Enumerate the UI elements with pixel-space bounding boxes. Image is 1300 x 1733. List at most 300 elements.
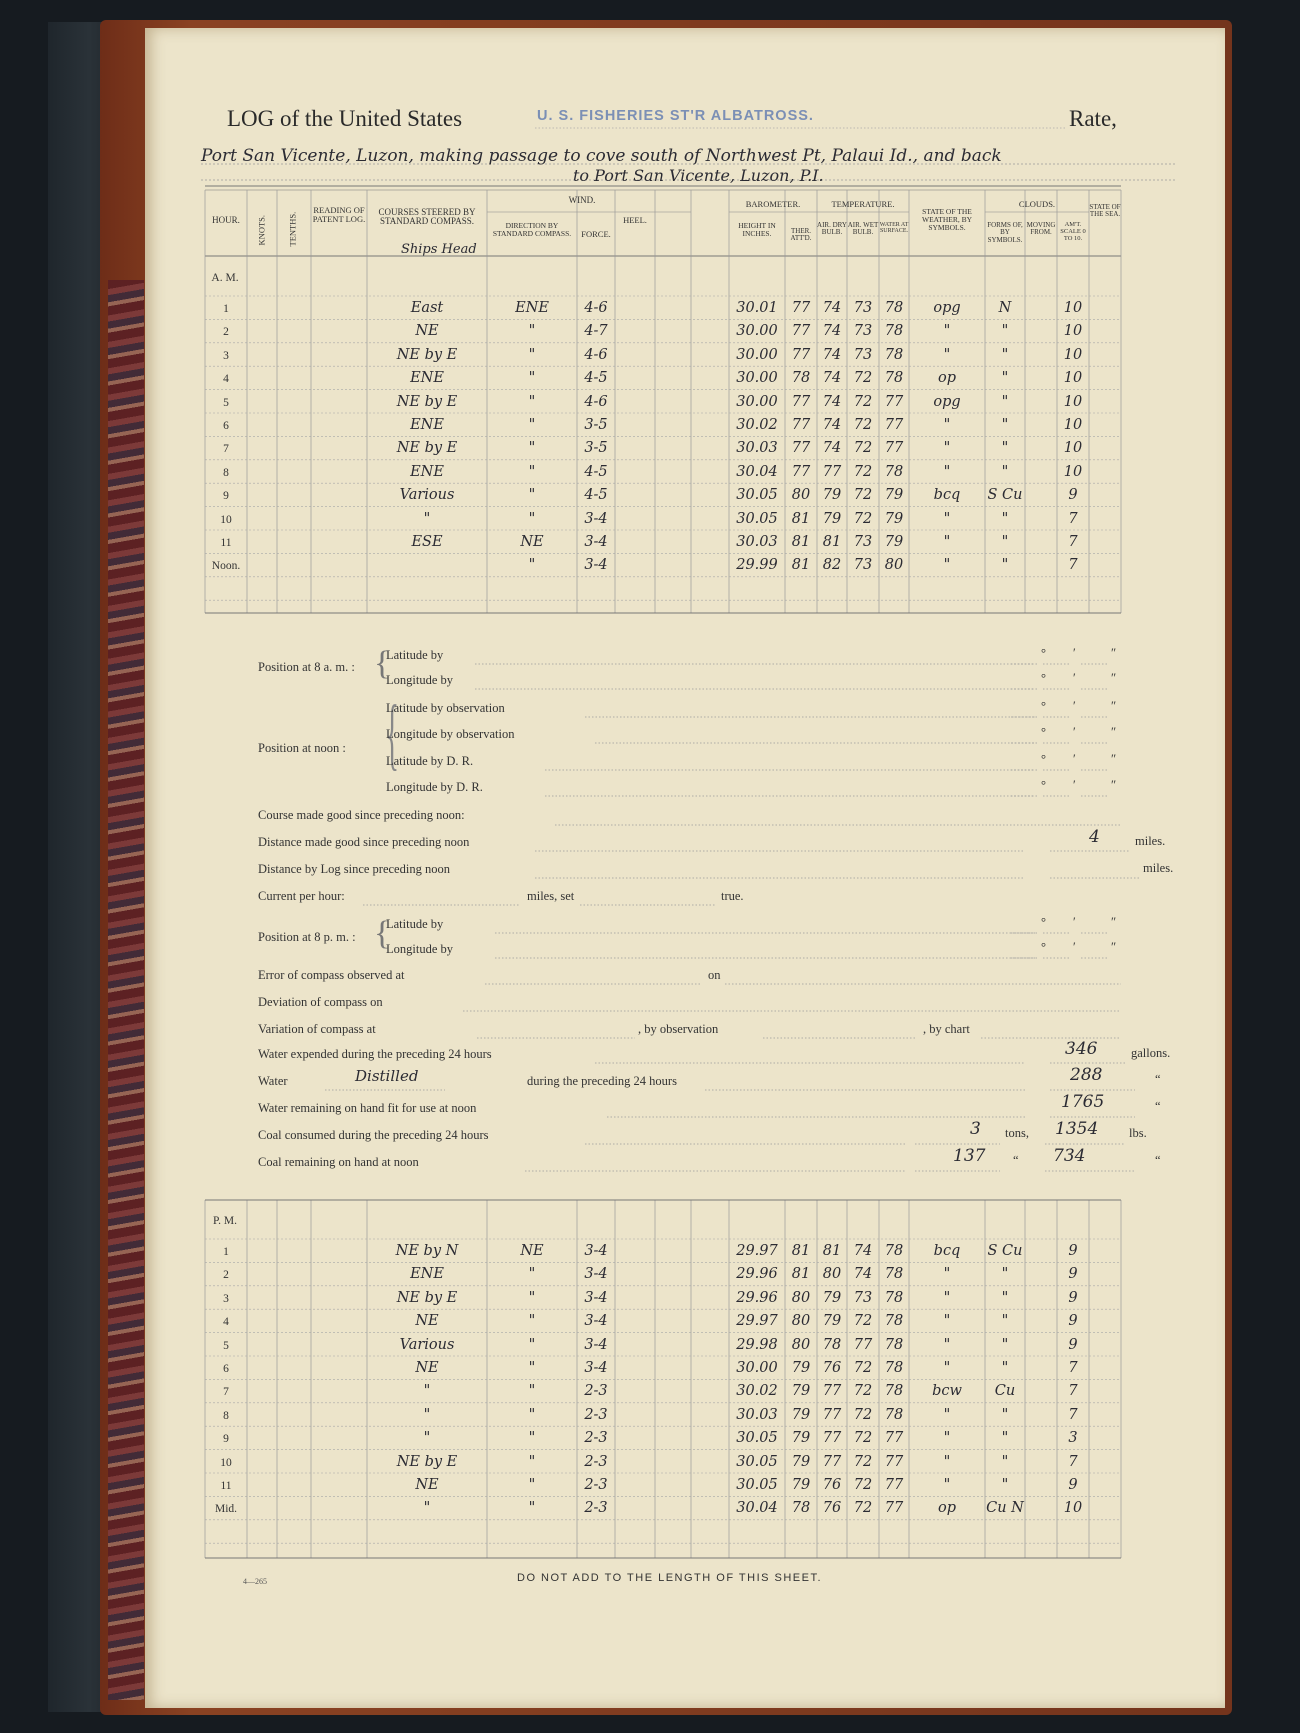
marbled-endpaper <box>108 280 144 1700</box>
dry-bulb-cell: 81 <box>822 1243 842 1259</box>
barometer-cell: 30.05 <box>736 510 778 527</box>
wind-direction-cell: " <box>528 1500 536 1517</box>
cloud-amount-cell: 9 <box>1068 487 1078 504</box>
wind-direction-cell: " <box>528 1430 536 1447</box>
ther-att-cell: 81 <box>791 1266 811 1283</box>
coord-deg-mark: ° <box>1041 778 1046 792</box>
cloud-amount-cell: 9 <box>1068 1313 1078 1330</box>
course-cell: " <box>423 1406 431 1423</box>
pos-8am-label: Position at 8 a. m. : <box>258 660 355 674</box>
cloud-amount-cell: 7 <box>1068 534 1078 550</box>
wet-bulb-cell: 72 <box>853 440 873 457</box>
col-cloud-amount: AM'T. SCALE 0 TO 10. <box>1060 221 1086 242</box>
lbs-unit: lbs. <box>1129 1126 1147 1140</box>
col-sea: STATE OF THE SEA. <box>1089 203 1121 219</box>
hour-cell: Noon. <box>211 560 241 573</box>
coord-deg-mark: ° <box>1041 752 1046 766</box>
wet-bulb-cell: 72 <box>853 1313 873 1330</box>
coord-min-mark: ′ <box>1073 699 1076 713</box>
cloud-forms-cell: " <box>1001 557 1009 574</box>
wet-bulb-cell: 73 <box>853 534 873 550</box>
water-remaining-value: 1765 <box>1061 1092 1105 1112</box>
water-temp-cell: 78 <box>884 463 904 480</box>
weather-cell: " <box>943 1430 951 1447</box>
dist-made-label: Distance made good since preceding noon <box>258 835 470 849</box>
wet-bulb-cell: 74 <box>853 1243 873 1259</box>
current-true: true. <box>721 889 744 903</box>
miles-unit-2: miles. <box>1143 861 1174 875</box>
cloud-forms-cell: S Cu <box>987 487 1023 504</box>
cloud-amount-cell: 10 <box>1063 1500 1083 1517</box>
col-baro-ther: THER. ATT'D. <box>790 227 812 243</box>
wet-bulb-cell: 74 <box>853 1266 873 1283</box>
weather-cell: " <box>943 417 951 433</box>
cloud-forms-cell: " <box>1001 1289 1009 1306</box>
hour-cell: 3 <box>223 349 229 362</box>
course-cell: Various <box>399 487 455 504</box>
water-temp-cell: 77 <box>884 393 904 410</box>
coord-min-mark: ′ <box>1073 725 1076 739</box>
dry-bulb-cell: 81 <box>822 534 842 550</box>
water-temp-cell: 78 <box>884 1243 904 1259</box>
course-cell: NE by E <box>396 346 458 363</box>
cloud-amount-cell: 7 <box>1068 1383 1078 1400</box>
barometer-cell: 29.97 <box>736 1313 778 1330</box>
dry-bulb-cell: 77 <box>822 463 842 480</box>
brace-noon: { <box>385 690 399 778</box>
water-temp-cell: 78 <box>884 1266 904 1283</box>
course-cell: " <box>423 1383 431 1400</box>
course-cell: NE by E <box>396 393 458 410</box>
cloud-amount-cell: 10 <box>1063 393 1083 410</box>
weather-cell: " <box>943 1336 951 1353</box>
hour-cell: 7 <box>223 1386 229 1399</box>
col-temperature: TEMPERATURE. <box>831 199 895 209</box>
dry-bulb-cell: 77 <box>822 1406 842 1423</box>
cloud-amount-cell: 9 <box>1068 1243 1078 1259</box>
cloud-amount-cell: 9 <box>1068 1266 1078 1283</box>
wind-direction-cell: " <box>528 510 536 527</box>
course-cell: NE by E <box>396 440 458 457</box>
coord-sec-mark: ″ <box>1111 752 1117 766</box>
cloud-forms-cell: " <box>1001 1406 1009 1423</box>
cloud-forms-cell: " <box>1001 1313 1009 1330</box>
weather-cell: " <box>943 1360 951 1376</box>
hour-cell: 1 <box>223 303 229 315</box>
ther-att-cell: 81 <box>791 534 811 550</box>
wind-force-cell: 3-5 <box>584 440 608 457</box>
weather-cell: bcq <box>933 1243 961 1259</box>
barometer-cell: 30.03 <box>736 1406 778 1423</box>
cloud-amount-cell: 10 <box>1063 417 1083 433</box>
hour-cell: 7 <box>223 443 229 456</box>
coord-min-mark: ′ <box>1073 671 1076 685</box>
coal-remaining-lbs: 734 <box>1053 1146 1086 1166</box>
ther-att-cell: 81 <box>791 557 811 574</box>
wet-bulb-cell: 72 <box>853 1406 873 1423</box>
coord-sec-mark: ″ <box>1111 915 1117 929</box>
barometer-cell: 30.05 <box>736 1477 778 1493</box>
weather-cell: opg <box>933 300 961 316</box>
var-by-observation: , by observation <box>638 1022 719 1036</box>
weather-cell: " <box>943 323 951 340</box>
cloud-amount-cell: 10 <box>1063 370 1083 387</box>
wind-force-cell: 2-3 <box>584 1500 608 1517</box>
course-cell: NE <box>415 323 439 340</box>
water-label: Water <box>258 1074 288 1088</box>
coal-remaining-label: Coal remaining on hand at noon <box>258 1155 419 1169</box>
lat-obs-label: Latitude by observation <box>386 701 505 715</box>
coord-deg-mark: ° <box>1041 671 1046 685</box>
weather-cell: " <box>943 1477 951 1493</box>
wind-direction-cell: " <box>528 1360 536 1376</box>
coord-min-mark: ′ <box>1073 752 1076 766</box>
cloud-forms-cell: " <box>1001 1453 1009 1470</box>
dry-bulb-cell: 74 <box>822 440 842 457</box>
ther-att-cell: 81 <box>791 510 811 527</box>
cloud-amount-cell: 10 <box>1063 323 1083 340</box>
current-miles-set: miles, set <box>527 889 575 903</box>
cloud-forms-cell: Cu N <box>986 1500 1024 1517</box>
dry-bulb-cell: 79 <box>822 1289 842 1306</box>
barometer-cell: 30.05 <box>736 1453 778 1470</box>
cloud-forms-cell: " <box>1001 1266 1009 1283</box>
cloud-forms-cell: " <box>1001 393 1009 410</box>
wet-bulb-cell: 72 <box>853 417 873 433</box>
ther-att-cell: 77 <box>791 346 811 363</box>
wind-force-cell: 2-3 <box>584 1477 608 1493</box>
coal-consumed-label: Coal consumed during the preceding 24 hours <box>258 1128 489 1142</box>
barometer-cell: 30.03 <box>736 534 778 550</box>
water-distilled-value: 288 <box>1070 1065 1103 1085</box>
dev-compass-label: Deviation of compass on <box>258 995 383 1009</box>
coord-sec-mark: ″ <box>1111 646 1117 660</box>
water-temp-cell: 78 <box>884 1313 904 1330</box>
cloud-amount-cell: 3 <box>1068 1430 1078 1447</box>
brace-8pm: { <box>374 915 391 952</box>
lat-dr-label: Latitude by D. R. <box>386 754 474 768</box>
barometer-cell: 30.01 <box>736 300 778 316</box>
coord-deg-mark: ° <box>1041 725 1046 739</box>
ther-att-cell: 77 <box>791 300 811 316</box>
wind-force-cell: 2-3 <box>584 1430 608 1447</box>
col-clouds: CLOUDS. <box>1018 199 1056 209</box>
wind-force-cell: 3-4 <box>584 1360 608 1376</box>
wet-bulb-cell: 72 <box>853 1500 873 1517</box>
lon-8am-label: Longitude by <box>386 673 454 687</box>
ther-att-cell: 77 <box>791 323 811 340</box>
course-cell: NE by E <box>396 1289 458 1306</box>
dry-bulb-cell: 76 <box>822 1360 842 1376</box>
coord-sec-mark: ″ <box>1111 725 1117 739</box>
wind-direction-cell: " <box>528 440 536 457</box>
col-wind-force: FORCE. <box>581 229 611 239</box>
ther-att-cell: 77 <box>791 440 811 457</box>
coord-deg-mark: ° <box>1041 915 1046 929</box>
cloud-amount-cell: 9 <box>1068 1289 1078 1306</box>
wet-bulb-cell: 73 <box>853 1289 873 1306</box>
coal-consumed-lbs: 1354 <box>1055 1119 1099 1139</box>
wind-force-cell: 3-4 <box>584 1313 608 1330</box>
ther-att-cell: 77 <box>791 393 811 410</box>
coord-min-mark: ′ <box>1073 778 1076 792</box>
cloud-forms-cell: " <box>1001 510 1009 527</box>
wet-bulb-cell: 77 <box>853 1336 873 1353</box>
cloud-forms-cell: " <box>1001 370 1009 387</box>
course-cell: ESE <box>411 534 443 550</box>
hour-cell: 3 <box>223 1292 229 1305</box>
course-cell: ENE <box>410 1266 444 1283</box>
coord-deg-mark: ° <box>1041 699 1046 713</box>
pos-8pm-label: Position at 8 p. m. : <box>258 930 356 944</box>
wind-direction-cell: " <box>528 323 536 340</box>
hour-cell: 8 <box>223 466 229 479</box>
water-temp-cell: 78 <box>884 323 904 340</box>
coord-sec-mark: ″ <box>1111 778 1117 792</box>
hour-cell: 11 <box>220 1480 232 1492</box>
cloud-forms-cell: " <box>1001 1430 1009 1447</box>
course-cell: ENE <box>410 463 444 480</box>
wind-direction-cell: " <box>528 370 536 387</box>
dry-bulb-cell: 77 <box>822 1430 842 1447</box>
pm-label: P. M. <box>213 1215 237 1227</box>
length-notice: DO NOT ADD TO THE LENGTH OF THIS SHEET. <box>517 1572 823 1584</box>
voyage-description: Port San Vicente, Luzon, making passage to cove south of Northwest Pt, Palaui Id., and back <box>201 146 1002 166</box>
wind-direction-cell: " <box>528 1336 536 1353</box>
ther-att-cell: 77 <box>791 417 811 433</box>
hour-cell: 6 <box>223 420 229 432</box>
wet-bulb-cell: 72 <box>853 487 873 504</box>
wet-bulb-cell: 73 <box>853 346 873 363</box>
ther-att-cell: 79 <box>791 1360 811 1376</box>
cloud-amount-cell: 10 <box>1063 440 1083 457</box>
hour-cell: 1 <box>223 1246 229 1258</box>
barometer-cell: 30.03 <box>736 440 778 457</box>
coord-min-mark: ′ <box>1073 915 1076 929</box>
col-weather: STATE OF THE WEATHER, BY SYMBOLS. <box>922 207 972 232</box>
dry-bulb-cell: 74 <box>822 393 842 410</box>
am-label: A. M. <box>211 272 239 284</box>
cloud-forms-cell: " <box>1001 440 1009 457</box>
dry-bulb-cell: 74 <box>822 417 842 433</box>
cloud-amount-cell: 9 <box>1068 1336 1078 1353</box>
vessel-stamp: U. S. FISHERIES ST'R ALBATROSS. <box>537 108 814 124</box>
water-remaining-label: Water remaining on hand fit for use at noon <box>258 1101 477 1115</box>
wind-force-cell: 4-5 <box>584 487 608 504</box>
wet-bulb-cell: 72 <box>853 1430 873 1447</box>
water-type-value: Distilled <box>355 1067 419 1085</box>
current-label: Current per hour: <box>258 889 345 903</box>
rate-label: Rate, <box>1069 106 1117 131</box>
cloud-forms-cell: " <box>1001 463 1009 480</box>
dry-bulb-cell: 74 <box>822 346 842 363</box>
cloud-amount-cell: 7 <box>1068 1406 1078 1423</box>
ther-att-cell: 79 <box>791 1383 811 1400</box>
coord-min-mark: ′ <box>1073 940 1076 954</box>
coord-min-mark: ′ <box>1073 646 1076 660</box>
water-temp-cell: 77 <box>884 1500 904 1517</box>
cloud-forms-cell: " <box>1001 417 1009 433</box>
water-temp-cell: 79 <box>884 510 904 527</box>
page-title: LOG of the United States <box>227 106 463 131</box>
course-made-label: Course made good since preceding noon: <box>258 808 465 822</box>
coord-deg-mark: ° <box>1041 646 1046 660</box>
err-compass-label: Error of compass observed at <box>258 968 405 982</box>
barometer-cell: 30.05 <box>736 487 778 504</box>
barometer-cell: 30.00 <box>736 370 778 387</box>
ther-att-cell: 79 <box>791 1477 811 1493</box>
water-temp-cell: 78 <box>884 1360 904 1376</box>
cloud-forms-cell: Cu <box>994 1383 1016 1400</box>
wet-bulb-cell: 72 <box>853 463 873 480</box>
dist-made-value: 4 <box>1089 827 1100 847</box>
wind-force-cell: 2-3 <box>584 1453 608 1470</box>
water-temp-cell: 77 <box>884 1477 904 1493</box>
wind-direction-cell: " <box>528 393 536 410</box>
dist-log-label: Distance by Log since preceding noon <box>258 862 450 876</box>
coord-sec-mark: ″ <box>1111 940 1117 954</box>
weather-cell: " <box>943 1289 951 1306</box>
water-temp-cell: 78 <box>884 1406 904 1423</box>
wet-bulb-cell: 72 <box>853 1477 873 1493</box>
form-number: 4—265 <box>243 1577 267 1586</box>
course-cell: ENE <box>410 417 444 433</box>
water-temp-cell: 77 <box>884 417 904 433</box>
cloud-forms-cell: " <box>1001 1336 1009 1353</box>
barometer-cell: 29.98 <box>736 1336 778 1353</box>
col-cloud-moving: MOVING FROM. <box>1026 221 1056 237</box>
wind-direction-cell: NE <box>520 534 544 550</box>
err-compass-on: on <box>708 968 721 982</box>
col-heel: HEEL. <box>623 215 647 225</box>
ther-att-cell: 81 <box>791 1243 811 1259</box>
lat-8am-label: Latitude by <box>386 648 444 662</box>
hour-cell: 6 <box>223 1363 229 1375</box>
weather-cell: opg <box>933 393 961 410</box>
barometer-cell: 29.97 <box>736 1243 778 1259</box>
wind-force-cell: 3-4 <box>584 1243 608 1259</box>
wind-direction-cell: " <box>528 1406 536 1423</box>
ther-att-cell: 80 <box>791 1313 811 1330</box>
barometer-cell: 30.00 <box>736 1360 778 1376</box>
wet-bulb-cell: 73 <box>853 323 873 340</box>
course-cell: NE <box>415 1313 439 1330</box>
dry-bulb-cell: 74 <box>822 323 842 340</box>
water-temp-cell: 79 <box>884 534 904 550</box>
hour-cell: 5 <box>223 396 229 409</box>
col-tenths: TENTHS. <box>287 211 298 247</box>
lat-8pm-label: Latitude by <box>386 917 444 931</box>
hour-cell: Mid. <box>214 1503 238 1516</box>
water-temp-cell: 78 <box>884 346 904 363</box>
lon-dr-label: Longitude by D. R. <box>386 780 483 794</box>
col-cloud-forms: FORMS OF, BY SYMBOLS. <box>987 221 1023 244</box>
coal-consumed-tons: 3 <box>970 1119 981 1139</box>
hour-cell: 10 <box>220 1456 232 1469</box>
wet-bulb-cell: 72 <box>853 1383 873 1400</box>
cloud-amount-cell: 9 <box>1068 1477 1078 1493</box>
ditto-3: “ <box>1013 1153 1019 1167</box>
var-compass-label: Variation of compass at <box>258 1022 376 1036</box>
col-baro-height: HEIGHT IN INCHES. <box>738 221 776 238</box>
course-cell: " <box>423 1500 431 1517</box>
water-expended-value: 346 <box>1065 1039 1098 1059</box>
wind-direction-cell: ENE <box>515 300 549 316</box>
tons-unit: tons, <box>1005 1126 1029 1140</box>
barometer-cell: 30.00 <box>736 323 778 340</box>
miles-unit-1: miles. <box>1135 834 1166 848</box>
ther-att-cell: 80 <box>791 1336 811 1353</box>
course-cell: NE <box>415 1360 439 1376</box>
weather-cell: " <box>943 557 951 574</box>
wind-force-cell: 4-5 <box>584 463 608 480</box>
course-cell: ENE <box>410 370 444 387</box>
weather-cell: " <box>943 1266 951 1283</box>
ther-att-cell: 80 <box>791 1289 811 1306</box>
pos-noon-label: Position at noon : <box>258 741 346 755</box>
coord-deg-mark: ° <box>1041 940 1046 954</box>
wet-bulb-cell: 73 <box>853 300 873 316</box>
wind-force-cell: 3-4 <box>584 534 608 550</box>
cloud-amount-cell: 10 <box>1063 463 1083 480</box>
barometer-cell: 30.02 <box>736 1383 778 1400</box>
hour-cell: 2 <box>223 326 229 339</box>
barometer-cell: 29.96 <box>736 1289 778 1306</box>
brace-8am: { <box>374 645 391 682</box>
wind-force-cell: 4-6 <box>584 393 608 410</box>
col-courses: COURSES STEERED BY STANDARD COMPASS. <box>378 207 476 227</box>
lon-8pm-label: Longitude by <box>386 942 454 956</box>
weather-cell: op <box>937 1500 956 1517</box>
col-patent-log: READING OF PATENT LOG. <box>312 205 366 224</box>
dry-bulb-cell: 79 <box>822 510 842 527</box>
dry-bulb-cell: 74 <box>822 300 842 316</box>
weather-cell: " <box>943 1313 951 1330</box>
barometer-cell: 29.99 <box>736 557 778 574</box>
hour-cell: 4 <box>223 1316 229 1329</box>
ditto-2: “ <box>1155 1099 1161 1113</box>
water-temp-cell: 77 <box>884 440 904 457</box>
coal-remaining-tons: 137 <box>953 1146 986 1166</box>
wind-direction-cell: NE <box>520 1243 544 1259</box>
cloud-forms-cell: N <box>998 300 1012 316</box>
wind-direction-cell: " <box>528 346 536 363</box>
wind-force-cell: 3-5 <box>584 417 608 433</box>
dry-bulb-cell: 77 <box>822 1383 842 1400</box>
cloud-amount-cell: 7 <box>1068 510 1078 527</box>
cloud-amount-cell: 7 <box>1068 1360 1078 1376</box>
coord-sec-mark: ″ <box>1111 699 1117 713</box>
dry-bulb-cell: 78 <box>822 1336 842 1353</box>
water-temp-cell: 78 <box>884 1289 904 1306</box>
weather-cell: " <box>943 440 951 457</box>
coord-sec-mark: ″ <box>1111 671 1117 685</box>
cloud-amount-cell: 10 <box>1063 346 1083 363</box>
wind-direction-cell: " <box>528 1477 536 1493</box>
barometer-cell: 30.04 <box>736 1500 778 1517</box>
wind-force-cell: 4-7 <box>584 323 608 340</box>
wind-force-cell: 3-4 <box>584 1336 608 1353</box>
col-water-surface: WATER AT SURFACE. <box>879 222 909 235</box>
wind-direction-cell: " <box>528 1453 536 1470</box>
col-barometer: BAROMETER. <box>745 199 801 209</box>
wind-direction-cell: " <box>528 417 536 433</box>
wind-force-cell: 2-3 <box>584 1383 608 1400</box>
col-knots: KNOTS. <box>256 214 267 246</box>
wet-bulb-cell: 72 <box>853 510 873 527</box>
cloud-amount-cell: 7 <box>1068 1453 1078 1470</box>
dry-bulb-cell: 74 <box>822 370 842 387</box>
